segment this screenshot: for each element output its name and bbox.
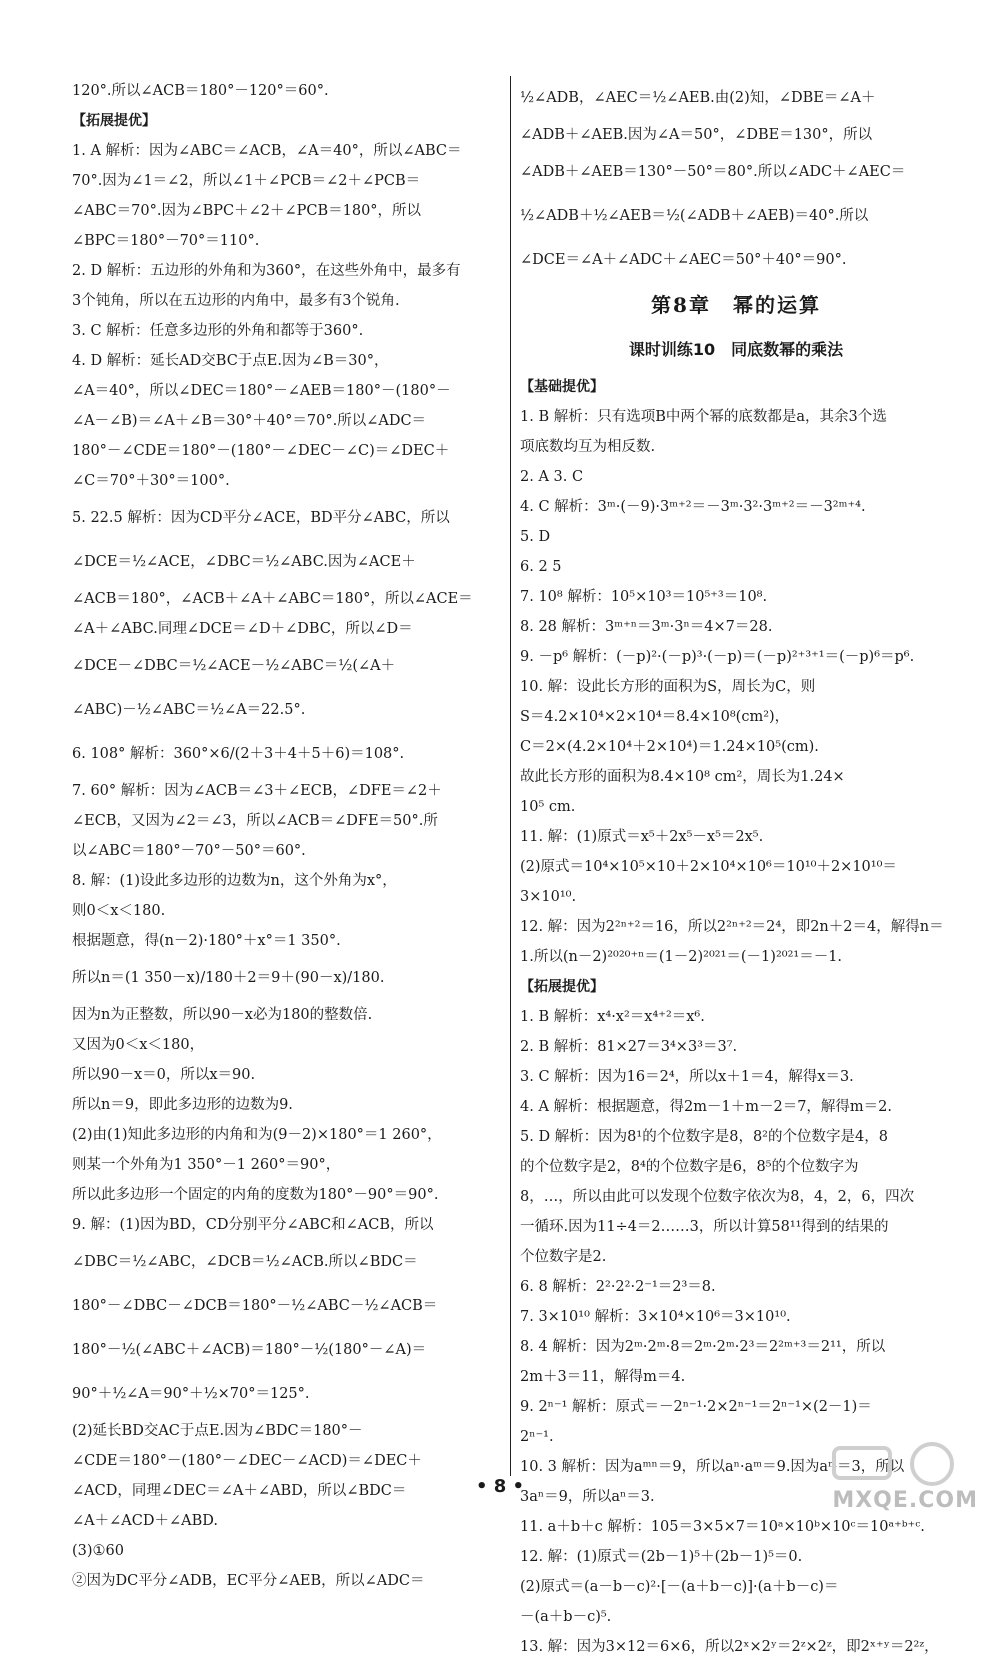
- right-line: 4. C 解析：3ᵐ·(－9)·3ᵐ⁺²＝－3ᵐ·3²·3ᵐ⁺²＝－3²ᵐ⁺⁴.: [520, 499, 866, 515]
- right-line: 2. A 3. C: [520, 469, 584, 485]
- right-line: 7. 3×10¹⁰ 解析：3×10⁴×10⁶＝3×10¹⁰.: [520, 1309, 791, 1325]
- right-line: 10. 解：设此长方形的面积为S，周长为C，则: [520, 679, 816, 695]
- left-line: ∠DBC＝½∠ABC，∠DCB＝½∠ACB.所以∠BDC＝: [72, 1254, 418, 1270]
- left-line: 6. 108° 解析：360°×6/(2＋3＋4＋5＋6)＝108°.: [72, 746, 405, 762]
- page-number: • 8 •: [475, 1476, 525, 1497]
- chapter-title: 第8章 幂的运算: [651, 293, 821, 317]
- left-line: 所以n＝(1 350－x)/180＋2＝9＋(90－x)/180.: [72, 970, 385, 986]
- left-line: 180°－½(∠ABC＋∠ACB)＝180°－½(180°－∠A)＝: [72, 1342, 427, 1358]
- right-line: 5. D: [520, 529, 551, 545]
- left-line: ∠ECB，又因为∠2＝∠3，所以∠ACB＝∠DFE＝50°.所: [72, 813, 438, 829]
- right-line: 7. 10⁸ 解析：10⁵×10³＝10⁵⁺³＝10⁸.: [520, 589, 768, 605]
- right-line: 11. 解：(1)原式＝x⁵＋2x⁵－x⁵＝2x⁵.: [520, 829, 764, 845]
- right-line: 12. 解：因为2²ⁿ⁺²＝16，所以2²ⁿ⁺²＝2⁴，即2n＋2＝4，解得n＝: [520, 919, 944, 935]
- right-line: 13. 解：因为3×12＝6×6，所以2ˣ×2ʸ＝2ᶻ×2ᶻ，即2ˣ⁺ʸ＝2²ᶻ，: [520, 1639, 939, 1655]
- left-line: (2)由(1)知此多边形的内角和为(9－2)×180°＝1 260°，: [72, 1127, 442, 1143]
- right-line: 6. 2 5: [520, 559, 562, 575]
- right-line: 项底数均互为相反数.: [520, 439, 656, 455]
- left-line: ∠ACD，同理∠DEC＝∠A＋∠ABD，所以∠BDC＝: [72, 1483, 407, 1499]
- lesson-title: 课时训练10 同底数幂的乘法: [628, 340, 844, 359]
- right-top-line: ½∠ADB＋½∠AEB＝½(∠ADB＋∠AEB)＝40°.所以: [520, 208, 869, 224]
- right-top-line: ∠ADB＋∠AEB＝130°－50°＝80°.所以∠ADC＋∠AEC＝: [520, 164, 906, 180]
- right-line: 的个位数字是2，8⁴的个位数字是6，8⁵的个位数字为: [520, 1159, 859, 1175]
- right-line: －(a＋b－c)⁵.: [520, 1609, 612, 1625]
- left-line: ∠A＝40°，所以∠DEC＝180°－∠AEB＝180°－(180°－: [72, 383, 451, 399]
- right-line: C＝2×(4.2×10⁴＋2×10⁴)＝1.24×10⁵(cm).: [520, 739, 819, 755]
- left-line: ∠A－∠B)＝∠A＋∠B＝30°＋40°＝70°.所以∠ADC＝: [72, 413, 427, 429]
- right-line: 10⁵ cm.: [520, 799, 576, 815]
- right-continuation: [520, 76, 952, 282]
- right-line: (2)原式＝10⁴×10⁵×10＋2×10⁴×10⁶＝10¹⁰＋2×10¹⁰＝: [520, 859, 897, 875]
- right-line: 3aⁿ＝9，所以aⁿ＝3.: [520, 1489, 655, 1505]
- left-line: ∠ABC)－½∠ABC＝½∠A＝22.5°.: [72, 702, 306, 718]
- right-line: 1.所以(n－2)²⁰²⁰⁺ⁿ＝(1－2)²⁰²¹＝(－1)²⁰²¹＝－1.: [520, 949, 843, 965]
- left-line: (2)延长BD交AC于点E.因为∠BDC＝180°－: [72, 1423, 363, 1439]
- left-line: 则0＜x＜180.: [72, 903, 166, 919]
- left-line: ∠DCE＝½∠ACE，∠DBC＝½∠ABC.因为∠ACE＋: [72, 554, 416, 570]
- left-column: [72, 76, 504, 1596]
- right-line: 3×10¹⁰.: [520, 889, 577, 905]
- right-line: 9. 2ⁿ⁻¹ 解析：原式＝－2ⁿ⁻¹·2×2ⁿ⁻¹＝2ⁿ⁻¹×(2－1)＝: [520, 1399, 872, 1415]
- left-line: ∠A＋∠ABC.同理∠DCE＝∠D＋∠DBC，所以∠D＝: [72, 621, 413, 637]
- right-line: 12. 解：(1)原式＝(2b－1)⁵＋(2b－1)⁵＝0.: [520, 1549, 803, 1565]
- right-line: 一循环.因为11÷4＝2……3，所以计算58¹¹得到的结果的: [520, 1219, 889, 1235]
- right-line: 个位数字是2.: [520, 1249, 607, 1265]
- left-line: ∠A＋∠ACD＋∠ABD.: [72, 1513, 218, 1529]
- right-line: 故此长方形的面积为8.4×10⁸ cm²，周长为1.24×: [520, 769, 845, 785]
- left-line: 9. 解：(1)因为BD，CD分别平分∠ABC和∠ACB，所以: [72, 1217, 434, 1233]
- left-line: 5. 22.5 解析：因为CD平分∠ACE，BD平分∠ABC，所以: [72, 510, 450, 526]
- left-line: 【拓展提优】: [72, 113, 156, 129]
- right-line: 【拓展提优】: [520, 979, 604, 995]
- right-line: 2m＋3＝11，解得m＝4.: [520, 1369, 686, 1385]
- right-line: 4. A 解析：根据题意，得2m－1＋m－2＝7，解得m＝2.: [520, 1099, 893, 1115]
- left-line: 因为n为正整数，所以90－x必为180的整数倍.: [72, 1007, 373, 1023]
- left-line: 1. A 解析：因为∠ABC＝∠ACB，∠A＝40°，所以∠ABC＝: [72, 143, 462, 159]
- left-line: 7. 60° 解析：因为∠ACB＝∠3＋∠ECB，∠DFE＝∠2＋: [72, 783, 442, 799]
- left-line: 则某一个外角为1 350°－1 260°＝90°，: [72, 1157, 341, 1173]
- left-line: ∠DCE－∠DBC＝½∠ACE－½∠ABC＝½(∠A＋: [72, 658, 396, 674]
- column-divider: [510, 76, 511, 1476]
- left-line: 2. D 解析：五边形的外角和为360°，在这些外角中，最多有: [72, 263, 461, 279]
- left-line: 120°.所以∠ACB＝180°－120°＝60°.: [72, 83, 329, 99]
- left-line: 所以此多边形一个固定的内角的度数为180°－90°＝90°.: [72, 1187, 439, 1203]
- right-top-line: ∠ADB＋∠AEB.因为∠A＝50°，∠DBE＝130°，所以: [520, 127, 873, 143]
- left-line: ∠ABC＝70°.因为∠BPC＋∠2＋∠PCB＝180°，所以: [72, 203, 422, 219]
- right-line: 1. B 解析：只有选项B中两个幂的底数都是a，其余3个选: [520, 409, 887, 425]
- right-line: 11. a＋b＋c 解析：105＝3×5×7＝10ᵃ×10ᵇ×10ᶜ＝10ᵃ⁺ᵇ⁺ᶜ.: [520, 1519, 925, 1535]
- right-top-line: ∠DCE＝∠A＋∠ADC＋∠AEC＝50°＋40°＝90°.: [520, 252, 847, 268]
- left-line: 3. C 解析：任意多边形的外角和都等于360°.: [72, 323, 364, 339]
- right-line: 8，…，所以由此可以发现个位数字依次为8，4，2，6，四次: [520, 1189, 915, 1205]
- right-line: 8. 4 解析：因为2ᵐ·2ᵐ·8＝2ᵐ·2ᵐ·2³＝2²ᵐ⁺³＝2¹¹，所以: [520, 1339, 886, 1355]
- right-line: 1. B 解析：x⁴·x²＝x⁴⁺²＝x⁶.: [520, 1009, 705, 1025]
- left-line: 以∠ABC＝180°－70°－50°＝60°.: [72, 843, 306, 859]
- left-line: 4. D 解析：延长AD交BC于点E.因为∠B＝30°，: [72, 353, 389, 369]
- left-line: 3个钝角，所以在五边形的内角中，最多有3个锐角.: [72, 293, 400, 309]
- left-line: (3)①60: [72, 1543, 124, 1559]
- left-line: 又因为0＜x＜180，: [72, 1037, 205, 1053]
- right-line: 【基础提优】: [520, 379, 604, 395]
- left-line: ②因为DC平分∠ADB，EC平分∠AEB，所以∠ADC＝: [72, 1573, 425, 1589]
- left-line: 所以90－x＝0，所以x＝90.: [72, 1067, 256, 1083]
- left-line: ∠C＝70°＋30°＝100°.: [72, 473, 230, 489]
- right-line: 2ⁿ⁻¹.: [520, 1429, 554, 1445]
- left-line: 180°－∠CDE＝180°－(180°－∠DEC－∠C)＝∠DEC＋: [72, 443, 450, 459]
- left-line: 所以n＝9，即此多边形的边数为9.: [72, 1097, 293, 1113]
- right-line: S＝4.2×10⁴×2×10⁴＝8.4×10⁸(cm²)，: [520, 709, 790, 725]
- left-line: 90°＋½∠A＝90°＋½×70°＝125°.: [72, 1386, 310, 1402]
- right-line: 3. C 解析：因为16＝2⁴，所以x＋1＝4，解得x＝3.: [520, 1069, 854, 1085]
- left-line: ∠BPC＝180°－70°＝110°.: [72, 233, 260, 249]
- left-line: ∠CDE＝180°－(180°－∠DEC－∠ACD)＝∠DEC＋: [72, 1453, 422, 1469]
- right-top-line: ½∠ADB，∠AEC＝½∠AEB.由(2)知，∠DBE＝∠A＋: [520, 90, 876, 106]
- right-line: (2)原式＝(a－b－c)²·[－(a＋b－c)]·(a＋b－c)＝: [520, 1579, 839, 1595]
- left-line: ∠ACB＝180°，∠ACB＋∠A＋∠ABC＝180°，所以∠ACE＝: [72, 591, 473, 607]
- right-line: 10. 3 解析：因为aᵐⁿ＝9，所以aⁿ·aᵐ＝9.因为aᵐ＝3，所以: [520, 1459, 905, 1475]
- right-line: 9. －p⁶ 解析：(－p)²·(－p)³·(－p)＝(－p)²⁺³⁺¹＝(－p)⁶＝p⁶.: [520, 649, 915, 665]
- right-line: 2. B 解析：81×27＝3⁴×3³＝3⁷.: [520, 1039, 738, 1055]
- watermark: MXQE.COM: [832, 1488, 978, 1513]
- right-line: 6. 8 解析：2²·2²·2⁻¹＝2³＝8.: [520, 1279, 716, 1295]
- left-line: 70°.因为∠1＝∠2，所以∠1＋∠PCB＝∠2＋∠PCB＝: [72, 173, 421, 189]
- right-column: [520, 76, 952, 1662]
- left-line: 180°－∠DBC－∠DCB＝180°－½∠ABC－½∠ACB＝: [72, 1298, 438, 1314]
- left-line: 根据题意，得(n－2)·180°＋x°＝1 350°.: [72, 933, 341, 949]
- right-line: 8. 28 解析：3ᵐ⁺ⁿ＝3ᵐ·3ⁿ＝4×7＝28.: [520, 619, 773, 635]
- left-line: 8. 解：(1)设此多边形的边数为n，这个外角为x°，: [72, 873, 397, 889]
- right-line: 5. D 解析：因为8¹的个位数字是8，8²的个位数字是4，8: [520, 1129, 888, 1145]
